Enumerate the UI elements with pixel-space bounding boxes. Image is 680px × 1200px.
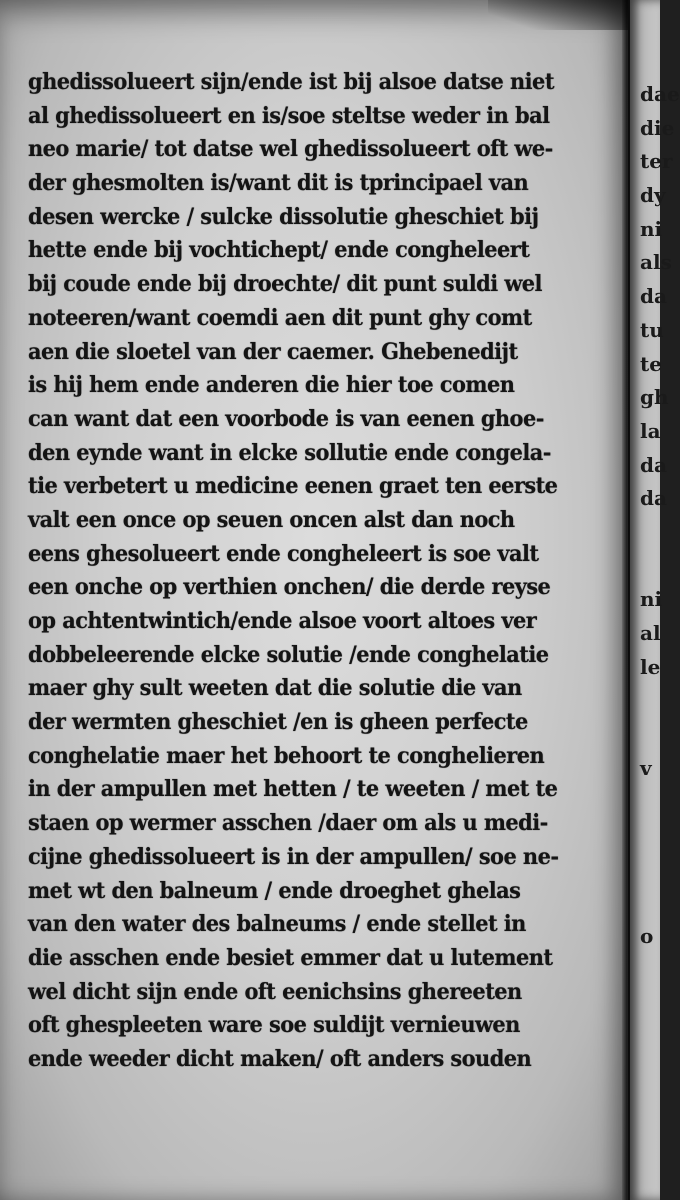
facing-page-fragment	[640, 988, 680, 1022]
text-line: valt een once op seuen oncen alst dan noch	[28, 506, 515, 533]
facing-page-fragment: dy	[640, 183, 666, 208]
facing-page-fragment: te	[640, 351, 662, 376]
facing-page-fragment: da	[640, 452, 667, 477]
text-line: wel dicht sijn ende oft eenichsins ghereeten	[28, 978, 522, 1005]
facing-page-text-fragments	[640, 78, 680, 1089]
text-line: oft ghespleeten ware soe suldijt vernieuwen	[28, 1012, 520, 1039]
text-line: al ghedissolueert en is/soe steltse weder in bal	[28, 102, 550, 129]
facing-page-fragment	[640, 954, 680, 988]
facing-page-fragment: als	[640, 250, 672, 275]
facing-page-fragment: die	[640, 115, 675, 140]
text-line: op achtentwintich/ende alsoe voort altoes ver	[28, 608, 537, 634]
facing-page-fragment	[640, 1021, 680, 1055]
facing-page-fragment: le	[640, 654, 661, 679]
text-line: der wermten gheschiet /en is gheen perfecte	[28, 709, 528, 736]
facing-page-fragment	[640, 785, 680, 819]
facing-page-fragment	[640, 516, 680, 550]
facing-page-fragment: dae	[640, 82, 680, 106]
facing-page-fragment: al	[640, 621, 661, 645]
text-line: een onche op verthien onchen/ die derde reyse	[28, 574, 551, 601]
facing-page-fragment: da	[640, 486, 667, 511]
text-line: die asschen ende besiet emmer dat u lutement	[28, 944, 553, 971]
text-line: hette ende bij vochtichept/ ende congheleert	[28, 237, 530, 264]
text-line: bij coude ende bij droechte/ dit punt suldi wel	[28, 271, 542, 298]
page-text-block	[28, 66, 620, 1077]
facing-page-fragment	[640, 684, 680, 718]
text-line: van den water des balneums / ende stellet in	[28, 911, 526, 938]
text-line: der ghesmolten is/want dit is tprincipael van	[28, 170, 529, 197]
text-line: desen wercke / sulcke dissolutie gheschiet bij	[28, 203, 539, 230]
text-line: staen op wermer asschen /daer om als u medi-	[28, 810, 548, 837]
text-line: tie verbetert u medicine eenen graet ten eerste	[28, 473, 558, 500]
facing-page-fragment	[640, 1055, 680, 1089]
facing-page-fragment: da	[640, 284, 667, 309]
text-line: maer ghy sult weeten dat die solutie die van	[28, 675, 522, 702]
text-line: eens ghesolueert ende congheleert is soe valt	[28, 540, 539, 567]
text-line: noteeren/want coemdi aen dit punt ghy comt	[28, 304, 532, 331]
facing-page-fragment: gh	[640, 385, 669, 410]
text-line: met wt den balneum / ende droeghet ghelas	[28, 877, 521, 904]
facing-page-fragment: o	[640, 924, 654, 949]
text-line: den eynde want in elcke sollutie ende congela-	[28, 439, 551, 466]
text-line: in der ampullen met hetten / te weeten / met te	[28, 776, 558, 803]
text-line: aen die sloetel van der caemer. Ghebenedijt	[28, 338, 518, 365]
facing-page-fragment: la	[640, 418, 661, 443]
facing-page-fragment	[640, 550, 680, 584]
facing-book-page-edge	[630, 0, 680, 1200]
text-line: ende weeder dicht maken/ oft anders souden	[28, 1045, 532, 1072]
text-line: can want dat een voorbode is van eenen ghoe-	[28, 405, 544, 432]
facing-page-fragment: ni	[640, 587, 663, 612]
text-line: dobbeleerende elcke solutie /ende conghelatie	[28, 641, 549, 668]
text-line: cijne ghedissolueert is in der ampullen/ soe ne-	[28, 843, 559, 870]
facing-page-fragment: ter	[640, 149, 673, 174]
facing-page-fragment: ni	[640, 216, 663, 241]
text-line: ghedissolueert sijn/ende ist bij alsoe datse niet	[28, 69, 554, 95]
text-line: neo marie/ tot datse wel ghedissolueert oft we-	[28, 136, 553, 163]
facing-page-fragment	[640, 853, 680, 887]
text-line: is hij hem ende anderen die hier toe comen	[28, 372, 515, 399]
facing-page-fragment	[640, 887, 680, 921]
text-line: conghelatie maer het behoort te conghelieren	[28, 742, 545, 769]
facing-page-fragment: v	[640, 755, 652, 780]
facing-page-fragment	[640, 819, 680, 853]
facing-page-fragment	[640, 718, 680, 752]
facing-page-fragment: tu	[640, 317, 664, 342]
